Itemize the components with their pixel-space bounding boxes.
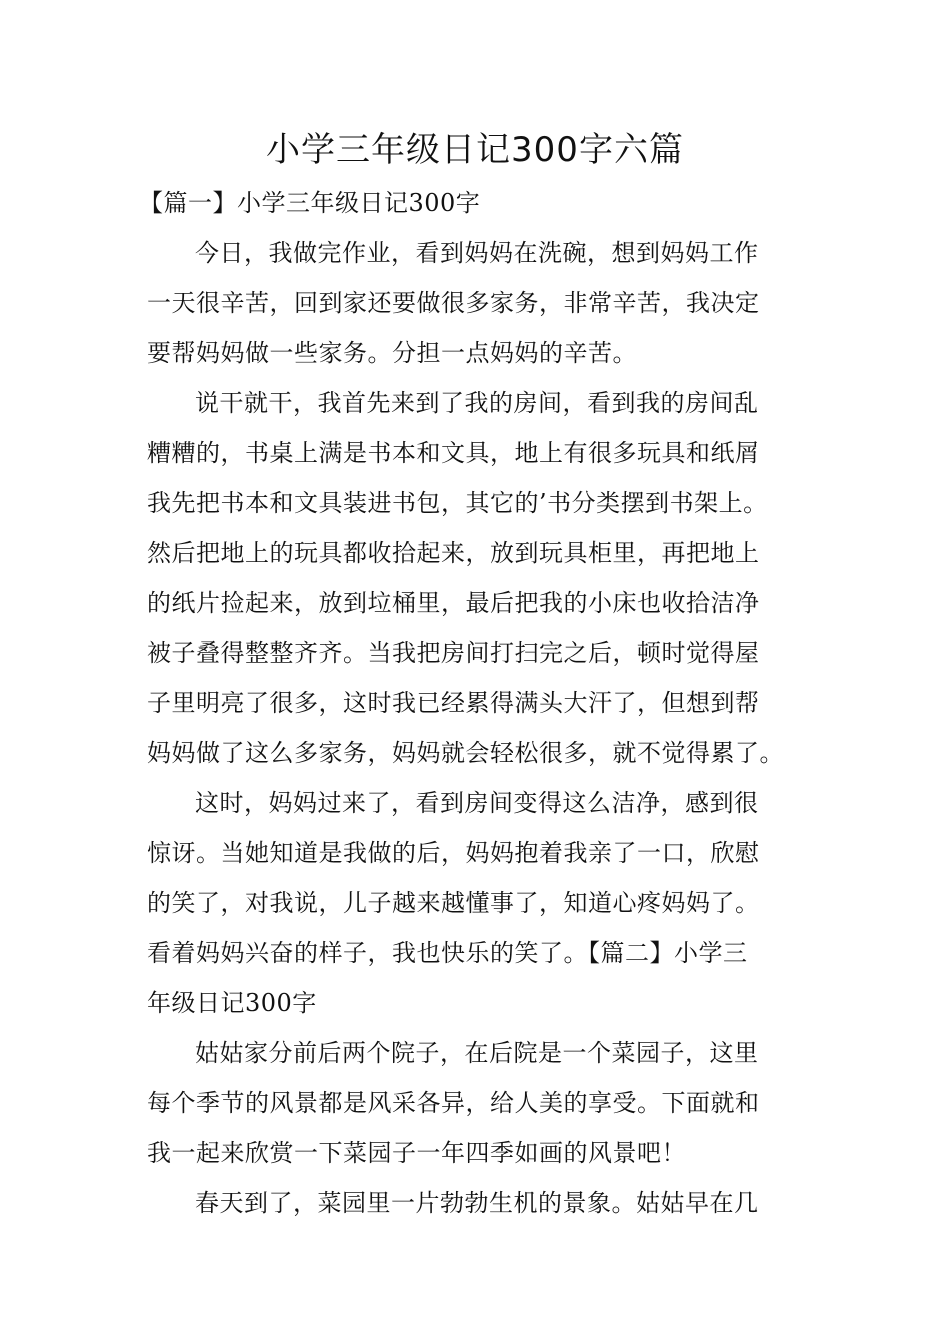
paragraph-line: 春天到了，菜园里一片勃勃生机的景象。姑姑早在几 bbox=[195, 1189, 759, 1217]
paragraph-line: 惊讶。当她知道是我做的后，妈妈抱着我亲了一口，欣慰 bbox=[147, 839, 760, 867]
paragraph-line: 说干就干，我首先来到了我的房间，看到我的房间乱 bbox=[195, 389, 759, 417]
paragraph-line: 的笑了，对我说，儿子越来越懂事了，知道心疼妈妈了。 bbox=[147, 889, 760, 917]
paragraph-line: 年级日记300字 bbox=[147, 989, 317, 1017]
paragraph-line: 我先把书本和文具装进书包，其它的’书分类摆到书架上。 bbox=[147, 489, 768, 517]
paragraph-line: 我一起来欣赏一下菜园子一年四季如画的风景吧！ bbox=[147, 1139, 686, 1167]
paragraph-line: 要帮妈妈做一些家务。分担一点妈妈的辛苦。 bbox=[147, 339, 637, 367]
document-title: 小学三年级日记300字六篇 bbox=[266, 130, 684, 170]
paragraph-line: 妈妈做了这么多家务，妈妈就会轻松很多，就不觉得累了。 bbox=[147, 739, 784, 767]
paragraph-line: 的纸片捡起来，放到垃桶里，最后把我的小床也收拾洁净 bbox=[147, 589, 760, 617]
paragraph-line: 姑姑家分前后两个院子，在后院是一个菜园子，这里 bbox=[195, 1039, 759, 1067]
paragraph-line: 子里明亮了很多，这时我已经累得满头大汗了，但想到帮 bbox=[147, 689, 760, 717]
paragraph-line: 被子叠得整整齐齐。当我把房间打扫完之后，顿时觉得屋 bbox=[147, 639, 760, 667]
paragraph-line: 今日，我做完作业，看到妈妈在洗碗，想到妈妈工作 bbox=[195, 239, 759, 267]
paragraph-line: 然后把地上的玩具都收拾起来，放到玩具柜里，再把地上 bbox=[147, 539, 760, 567]
paragraph-line: 糟糟的，书桌上满是书本和文具，地上有很多玩具和纸屑 bbox=[147, 439, 760, 467]
paragraph-line: 一天很辛苦，回到家还要做很多家务，非常辛苦，我决定 bbox=[147, 289, 760, 317]
paragraph-line: 每个季节的风景都是风采各异，给人美的享受。下面就和 bbox=[147, 1089, 760, 1117]
paragraph-line: 看着妈妈兴奋的样子，我也快乐的笑了。【篇二】小学三 bbox=[147, 939, 748, 967]
document-body bbox=[139, 178, 847, 1228]
section-heading: 【篇一】小学三年级日记300字 bbox=[139, 189, 481, 217]
paragraph-line: 这时，妈妈过来了，看到房间变得这么洁净，感到很 bbox=[195, 789, 759, 817]
